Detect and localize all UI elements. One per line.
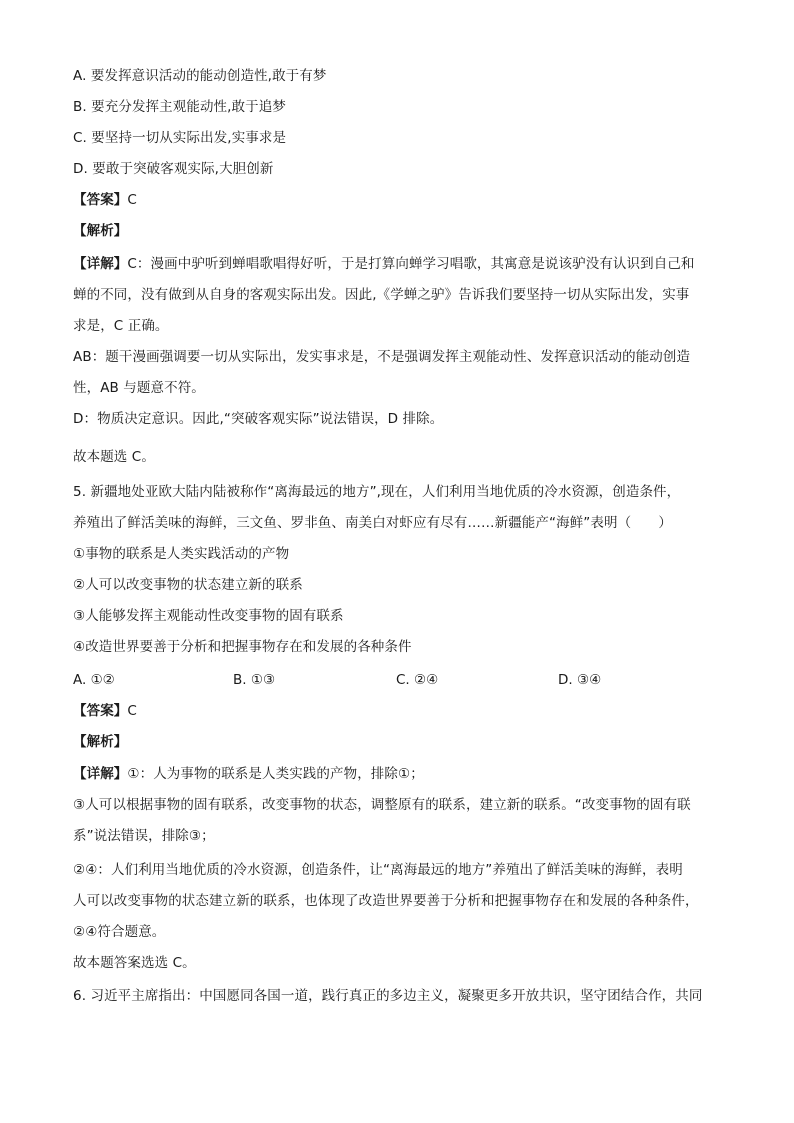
q5-detail-line xyxy=(73,765,723,783)
q5-analysis-tag: 【解析】 xyxy=(73,734,128,750)
q4-option-a: A. 要发挥意识活动的能动创造性,敢于有梦 xyxy=(73,68,327,84)
q5-options-row xyxy=(73,671,733,689)
answer-value: C xyxy=(127,703,137,719)
q4-analysis-tag: 【解析】 xyxy=(73,223,128,239)
q5-detail-line: ②④符合题意。 xyxy=(73,924,166,940)
q4-option-c: C. 要坚持一切从实际出发,实事求是 xyxy=(73,130,287,146)
q5-option-c: C. ②④ xyxy=(396,672,439,688)
q5-stem-line: 养殖出了鲜活美味的海鲜，三文鱼、罗非鱼、南美白对虾应有尽有……新疆能产“海鲜”表明（ ） xyxy=(73,515,672,531)
q4-conclusion: 故本题选 C。 xyxy=(73,449,155,465)
q4-detail-line: D：物质决定意识。因此,“突破客观实际”说法错误，D 排除。 xyxy=(73,411,444,427)
q5-answer xyxy=(73,702,723,720)
q5-statement-3: ③人能够发挥主观能动性改变事物的固有联系 xyxy=(73,608,344,624)
answer-value: C xyxy=(127,192,137,208)
q4-detail-line: 性，AB 与题意不符。 xyxy=(73,380,205,396)
q5-detail-line: ②④：人们利用当地优质的冷水资源，创造条件，让“离海最远的地方”养殖出了鲜活美味的海鲜，表明 xyxy=(73,862,683,878)
answer-tag: 【答案】 xyxy=(73,703,128,719)
q5-option-d: D. ③④ xyxy=(558,672,602,688)
q4-detail-line xyxy=(73,255,723,273)
q6-stem-line: 6. 习近平主席指出：中国愿同各国一道，践行真正的多边主义，凝聚更多开放共识，坚守团结合作，共同 xyxy=(73,988,703,1004)
q5-statement-4: ④改造世界要善于分析和把握事物存在和发展的各种条件 xyxy=(73,639,412,655)
q5-option-a: A. ①② xyxy=(73,672,115,688)
q4-detail-line: 蝉的不同，没有做到从自身的客观实际出发。因此,《学蝉之驴》告诉我们要坚持一切从实际出发，实事 xyxy=(73,287,690,303)
q5-detail-line: 系”说法错误，排除③； xyxy=(73,828,215,844)
detail-tag: 【详解】 xyxy=(73,766,128,782)
detail-tag: 【详解】 xyxy=(73,256,128,272)
q5-conclusion: 故本题答案选选 C。 xyxy=(73,955,196,971)
q4-answer xyxy=(73,191,723,209)
q5-statement-1: ①事物的联系是人类实践活动的产物 xyxy=(73,546,290,562)
q5-detail-line: 人可以改变事物的状态建立新的联系，也体现了改造世界要善于分析和把握事物存在和发展的各种条件， xyxy=(73,893,699,909)
detail-text: ①：人为事物的联系是人类实践的产物，排除①； xyxy=(127,766,424,782)
q4-detail-line: AB：题干漫画强调要一切从实际出，发实事求是，不是强调发挥主观能动性、发挥意识活动的能动创造 xyxy=(73,349,691,365)
q5-statement-2: ②人可以改变事物的状态建立新的联系 xyxy=(73,577,303,593)
q5-detail-line: ③人可以根据事物的固有联系，改变事物的状态，调整原有的联系，建立新的联系。“改变事物的固有联 xyxy=(73,797,691,813)
detail-text: C：漫画中驴听到蝉唱歌唱得好听，于是打算向蝉学习唱歌，其寓意是说该驴没有认识到自己和 xyxy=(127,256,695,272)
q5-option-b: B. ①③ xyxy=(233,672,276,688)
q4-detail-line: 求是，C 正确。 xyxy=(73,318,169,334)
q4-option-b: B. 要充分发挥主观能动性,敢于追梦 xyxy=(73,99,286,115)
q4-option-d: D. 要敢于突破客观实际,大胆创新 xyxy=(73,161,274,177)
q5-stem-line: 5. 新疆地处亚欧大陆内陆被称作“离海最远的地方”,现在，人们利用当地优质的冷水资源，创造条件， xyxy=(73,484,681,500)
answer-tag: 【答案】 xyxy=(73,192,128,208)
